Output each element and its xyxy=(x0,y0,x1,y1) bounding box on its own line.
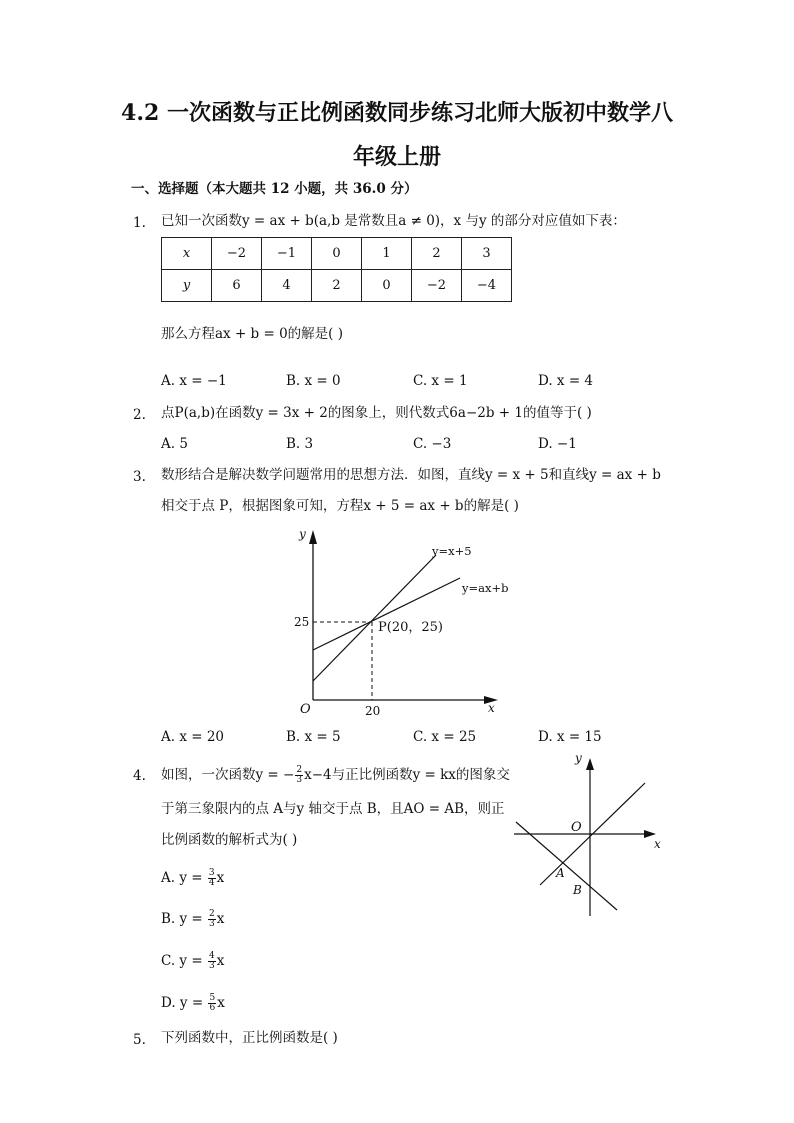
table-cell: 6 xyxy=(212,270,262,302)
table-cell: −1 xyxy=(262,238,312,270)
q4-origin-label: O xyxy=(571,820,582,835)
fraction-numerator: 2 xyxy=(209,909,215,919)
q1-option-a[interactable]: A. x = −1 xyxy=(161,373,227,389)
table-cell: x xyxy=(162,238,212,270)
q4-y-label: y xyxy=(575,751,582,765)
fraction-denominator: 3 xyxy=(296,775,303,785)
q2-option-d[interactable]: D. −1 xyxy=(538,436,577,452)
option-label: A. y = xyxy=(161,870,203,886)
q3-option-d[interactable]: D. x = 15 xyxy=(538,729,602,745)
fraction-numerator: 5 xyxy=(209,993,216,1003)
table-cell: −4 xyxy=(462,270,512,302)
table-cell: 2 xyxy=(312,270,362,302)
option-suffix: x xyxy=(216,870,225,886)
fraction-numerator: 4 xyxy=(208,951,215,961)
table-cell: 4 xyxy=(262,270,312,302)
q4-option-c[interactable] xyxy=(161,952,224,971)
fraction-denominator: 6 xyxy=(209,1003,216,1013)
q3-point-label: P(20，25) xyxy=(378,620,443,635)
q2-number: 2. xyxy=(133,407,146,423)
q3-text-line2: 相交于点 P，根据图象可知，方程x + 5 = ax + b的解是( ) xyxy=(161,498,519,514)
q4-option-d[interactable] xyxy=(161,994,225,1013)
q3-option-c[interactable]: C. x = 25 xyxy=(413,729,477,745)
q4-line-linear xyxy=(516,822,617,910)
table-cell: y xyxy=(162,270,212,302)
q4-option-b[interactable] xyxy=(161,910,224,929)
q5-text: 下列函数中，正比例函数是( ) xyxy=(161,1030,338,1046)
option-fraction xyxy=(208,869,216,888)
q3-option-a[interactable]: A. x = 20 xyxy=(161,729,225,745)
q1-text: 已知一次函数y = ax + b(a,b 是常数且a ≠ 0)，x 与y 的部分对应值如下表： xyxy=(161,213,626,229)
q4-point-a-label: A xyxy=(556,866,565,880)
q4-text-part-a: 如图，一次函数y = − xyxy=(161,767,295,783)
table-cell: −2 xyxy=(412,270,462,302)
fraction-denominator: 3 xyxy=(208,961,215,971)
table-cell: 1 xyxy=(362,238,412,270)
option-suffix: x xyxy=(216,953,225,969)
option-fraction xyxy=(208,994,216,1013)
q2-option-c[interactable]: C. −3 xyxy=(413,436,452,452)
q3-origin-label: O xyxy=(300,702,311,717)
option-label: D. y = xyxy=(161,995,204,1011)
q3-x-tick: 20 xyxy=(365,704,381,718)
q2-text: 点P(a,b)在函数y = 3x + 2的图象上，则代数式6a−2b + 1的值等于( ) xyxy=(161,405,592,421)
table-cell: 2 xyxy=(412,238,462,270)
option-label: B. y = xyxy=(161,911,203,927)
q1-option-d[interactable]: D. x = 4 xyxy=(538,373,594,389)
q3-number: 3. xyxy=(133,469,146,485)
page-title-line1: 4.2 一次函数与正比例函数同步练习北师大版初中数学八 xyxy=(121,100,673,126)
section-heading: 一、选择题（本大题共 12 小题，共 36.0 分） xyxy=(131,181,418,197)
option-fraction xyxy=(208,910,216,929)
q3-y-tick: 25 xyxy=(294,615,310,629)
table-cell: 0 xyxy=(362,270,412,302)
fraction-numerator: 3 xyxy=(208,868,215,878)
table-cell: −2 xyxy=(212,238,262,270)
q2-option-b[interactable]: B. 3 xyxy=(286,436,314,452)
table-cell: 0 xyxy=(312,238,362,270)
q3-x-label: x xyxy=(488,701,495,715)
q4-text-part-b: x−4与正比例函数y = kx的图象交 xyxy=(304,767,510,783)
q3-text-line1: 数形结合是解决数学问题常用的思想方法．如图，直线y = x + 5和直线y = ax + b xyxy=(161,467,661,483)
q4-option-a[interactable] xyxy=(161,869,224,888)
q4-text-line3: 比例函数的解析式为( ) xyxy=(161,832,298,848)
q1-option-b[interactable]: B. x = 0 xyxy=(286,373,341,389)
q3-line2-label: y=ax+b xyxy=(462,581,509,595)
q4-number: 4. xyxy=(133,768,146,784)
option-suffix: x xyxy=(217,995,225,1011)
q1-question: 那么方程ax + b = 0的解是( ) xyxy=(161,326,344,342)
fraction-denominator: 4 xyxy=(208,878,215,888)
q4-text-line2: 于第三象限内的点 A与y 轴交于点 B，且AO = AB，则正 xyxy=(161,801,505,817)
q3-y-label: y xyxy=(299,527,306,541)
option-fraction xyxy=(208,952,216,971)
page-title-line2: 年级上册 xyxy=(352,144,441,170)
q3-line1-label: y=x+5 xyxy=(432,544,472,558)
q2-option-a[interactable]: A. 5 xyxy=(161,436,188,452)
fraction-denominator: 3 xyxy=(209,919,215,929)
q5-number: 5. xyxy=(133,1032,146,1048)
q1-number: 1. xyxy=(133,215,146,231)
q4-point-b-label: B xyxy=(573,883,582,897)
q3-option-b[interactable]: B. x = 5 xyxy=(286,729,341,745)
fraction-numerator: 2 xyxy=(296,765,303,775)
table-cell: 3 xyxy=(462,238,512,270)
q4-x-label: x xyxy=(654,837,661,851)
option-label: C. y = xyxy=(161,953,203,969)
option-suffix: x xyxy=(216,911,225,927)
q1-option-c[interactable]: C. x = 1 xyxy=(413,373,468,389)
arrow-up-icon xyxy=(586,758,594,770)
